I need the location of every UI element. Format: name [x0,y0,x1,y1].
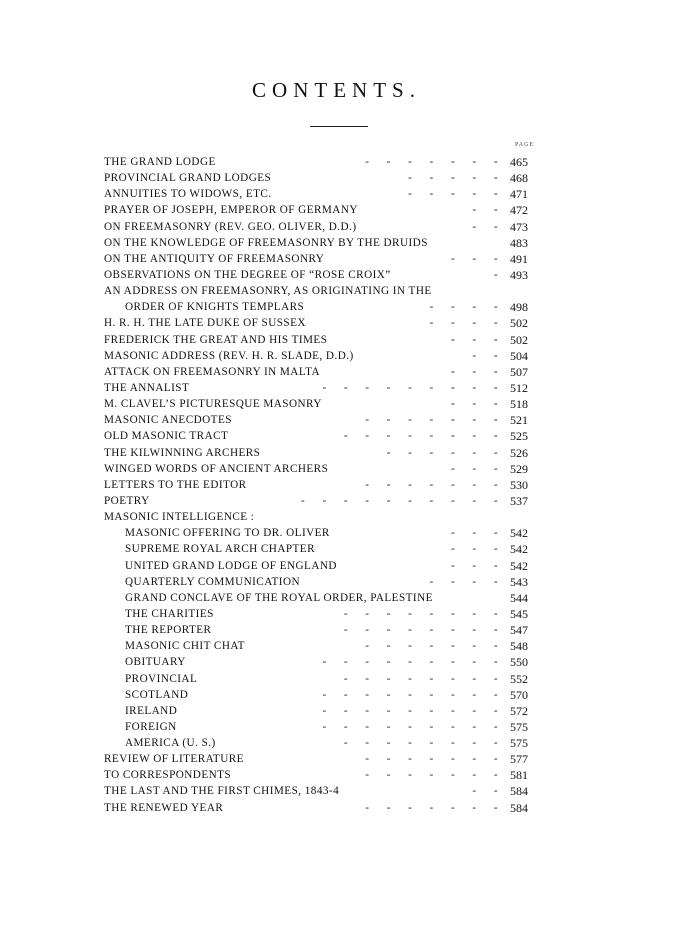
entry-title: M. CLAVEL’S PICTURESQUE MASONRY [104,398,322,411]
entry-page-number: 468 [510,171,528,186]
title-rule [310,126,368,127]
entry-title: FOREIGN [125,720,177,733]
entry-title: ON FREEMASONRY (REV. GEO. OLIVER, D.D.) [104,220,357,233]
contents-entry [104,800,544,816]
dot-leader: - - - - - [408,188,498,201]
entry-title: PROVINCIAL [125,672,198,685]
entry-page-number: 581 [510,768,528,783]
entry-title: GRAND CONCLAVE OF THE ROYAL ORDER, PALESTINE [125,591,433,604]
contents-entry [104,654,544,670]
dot-leader: - - - - [429,301,498,314]
entry-page-number: 529 [510,461,528,476]
dot-leader: - - - - - - - - [343,607,498,620]
entry-page-number: 552 [510,671,528,686]
contents-entry [104,590,544,606]
contents-entry [104,170,544,186]
contents-entry [104,541,544,557]
dot-leader: - - - [450,462,498,475]
entry-title: MASONIC INTELLIGENCE : [104,511,255,524]
dot-leader: - - - - - - - - - - [301,494,498,507]
dot-leader: - - - [450,398,498,411]
dot-leader: - - - [450,365,498,378]
entry-title: H. R. H. THE LATE DUKE OF SUSSEX [104,317,306,330]
entry-title: UNITED GRAND LODGE OF ENGLAND [125,559,337,572]
entry-title: POETRY [104,494,150,507]
contents-entry [104,638,544,654]
contents-entry [104,364,544,380]
entry-page-number: 465 [510,155,528,169]
entry-title: MASONIC CHIT CHAT [125,640,245,653]
contents-entry [104,396,544,412]
dot-leader: - - - - - - [386,446,498,459]
entry-title: THE RENEWED YEAR [104,801,224,814]
dot-leader: - - - - - - - [365,414,498,427]
entry-page-number: 544 [510,590,528,605]
entry-title: OBSERVATIONS ON THE DEGREE OF “ROSE CROIX” [104,268,391,281]
contents-entry [104,558,544,574]
dot-leader: - [493,268,498,281]
contents-entry [104,219,544,235]
entry-page-number: 542 [510,558,528,573]
contents-entry [104,235,544,251]
dot-leader: - - - - - - - [365,801,498,814]
contents-entry [104,315,544,331]
page-column-heading: PAGE [515,142,535,148]
entry-title: THE GRAND LODGE [104,156,216,168]
entry-page-number: 577 [510,752,528,767]
entry-title: AN ADDRESS ON FREEMASONRY, AS ORIGINATING IN THE [104,285,432,298]
entry-title: QUARTERLY COMMUNICATION [125,575,301,588]
contents-entry [104,299,544,315]
entry-title: MASONIC ANECDOTES [104,414,232,427]
dot-leader: - - - [450,333,498,346]
entry-title: THE KILWINNING ARCHERS [104,446,261,459]
entry-page-number: 548 [510,639,528,654]
entry-title: ON THE ANTIQUITY OF FREEMASONRY [104,252,325,265]
entry-title: ANNUITIES TO WIDOWS, ETC. [104,188,272,201]
contents-entry [104,703,544,719]
dot-leader: - - - - - - - - - [322,688,498,701]
entry-title: ATTACK ON FREEMASONRY IN MALTA [104,365,320,378]
entry-page-number: 473 [510,219,528,234]
entry-title: ORDER OF KNIGHTS TEMPLARS [125,301,305,314]
dot-leader: - - - - - - - [365,478,498,491]
contents-entry [104,428,544,444]
contents-entry [104,267,544,283]
entry-title: FREDERICK THE GREAT AND HIS TIMES [104,333,328,346]
entry-page-number: 483 [510,235,528,250]
contents-entry [104,719,544,735]
dot-leader: - - - [450,252,498,265]
entry-page-number: 498 [510,300,528,315]
contents-entry [104,477,544,493]
dot-leader: - - - - - - - - [343,672,498,685]
contents-list [104,154,544,816]
entry-page-number: 584 [510,800,528,815]
entry-title: MASONIC ADDRESS (REV. H. R. SLADE, D.D.) [104,349,354,362]
entry-page-number: 547 [510,623,528,638]
page-title: CONTENTS. [252,78,421,102]
entry-page-number: 550 [510,655,528,670]
entry-title: PRAYER OF JOSEPH, EMPEROR OF GERMANY [104,204,358,217]
dot-leader: - - - - - - - - - [322,656,498,669]
dot-leader: - - - - - - - [365,769,498,782]
entry-page-number: 472 [510,203,528,218]
contents-entry [104,380,544,396]
entry-page-number: 521 [510,413,528,428]
entry-page-number: 493 [510,267,528,282]
dot-leader: - - [472,220,498,233]
entry-page-number: 525 [510,429,528,444]
contents-entry [104,348,544,364]
contents-entry [104,412,544,428]
dot-leader: - - [472,349,498,362]
contents-entry [104,783,544,799]
dot-leader: - - - - - - - - - [322,720,498,733]
dot-leader: - - - [450,527,498,540]
dot-leader: - - - - - [408,172,498,185]
contents-entry [104,687,544,703]
entry-page-number: 542 [510,526,528,541]
contents-entry [104,509,544,525]
entry-title: IRELAND [125,704,178,717]
entry-title: WINGED WORDS OF ANCIENT ARCHERS [104,462,329,475]
entry-page-number: 504 [510,348,528,363]
entry-page-number: 570 [510,687,528,702]
entry-page-number: 507 [510,364,528,379]
dot-leader: - - - [450,559,498,572]
dot-leader: - - - - [429,575,498,588]
entry-title: LETTERS TO THE EDITOR [104,478,247,491]
dot-leader: - - - - - - - [365,640,498,653]
entry-page-number: 512 [510,380,528,395]
entry-page-number: 502 [510,316,528,331]
contents-entry [104,154,544,170]
entry-page-number: 575 [510,719,528,734]
dot-leader: - - [472,204,498,217]
entry-page-number: 584 [510,784,528,799]
contents-entry [104,574,544,590]
contents-entry [104,735,544,751]
entry-page-number: 491 [510,251,528,266]
entry-page-number: 575 [510,736,528,751]
contents-entry [104,493,544,509]
entry-title: TO CORRESPONDENTS [104,769,232,782]
dot-leader: - - - - - - - - - [322,381,498,394]
contents-entry [104,251,544,267]
dot-leader: - - - [450,543,498,556]
entry-page-number: 542 [510,542,528,557]
entry-title: REVIEW OF LITERATURE [104,753,244,766]
contents-entry [104,186,544,202]
entry-title: MASONIC OFFERING TO DR. OLIVER [125,527,330,540]
dot-leader: - - - - [429,317,498,330]
entry-page-number: 518 [510,397,528,412]
dot-leader: - - - - - - - - - [322,704,498,717]
entry-title: THE ANNALIST [104,381,190,394]
entry-title: ON THE KNOWLEDGE OF FREEMASONRY BY THE DRUIDS [104,236,428,249]
entry-page-number: 471 [510,187,528,202]
dot-leader: - - - - - - - [365,156,498,168]
entry-title: THE REPORTER [125,624,212,637]
entry-title: THE CHARITIES [125,607,214,620]
contents-entry [104,461,544,477]
dot-leader: - - - - - - - - [343,737,498,750]
contents-entry [104,751,544,767]
contents-entry [104,202,544,218]
entry-page-number: 502 [510,332,528,347]
entry-title: SUPREME ROYAL ARCH CHAPTER [125,543,316,556]
entry-title: OLD MASONIC TRACT [104,430,229,443]
contents-entry [104,671,544,687]
contents-entry [104,767,544,783]
entry-page-number: 543 [510,574,528,589]
dot-leader: - - - - - - - - [343,430,498,443]
entry-page-number: 572 [510,703,528,718]
entry-title: OBITUARY [125,656,186,669]
entry-title: AMERICA (U. S.) [125,737,216,750]
entry-title: THE LAST AND THE FIRST CHIMES, 1843-4 [104,785,340,798]
dot-leader: - - [472,785,498,798]
contents-entry [104,606,544,622]
dot-leader: - - - - - - - - [343,624,498,637]
entry-page-number: 526 [510,445,528,460]
contents-entry [104,283,544,299]
entry-title: SCOTLAND [125,688,189,701]
entry-page-number: 545 [510,606,528,621]
contents-entry [104,525,544,541]
contents-entry [104,622,544,638]
entry-page-number: 530 [510,477,528,492]
entry-page-number: 537 [510,493,528,508]
dot-leader: - - - - - - - [365,753,498,766]
contents-entry [104,332,544,348]
contents-entry [104,445,544,461]
entry-title: PROVINCIAL GRAND LODGES [104,172,272,185]
